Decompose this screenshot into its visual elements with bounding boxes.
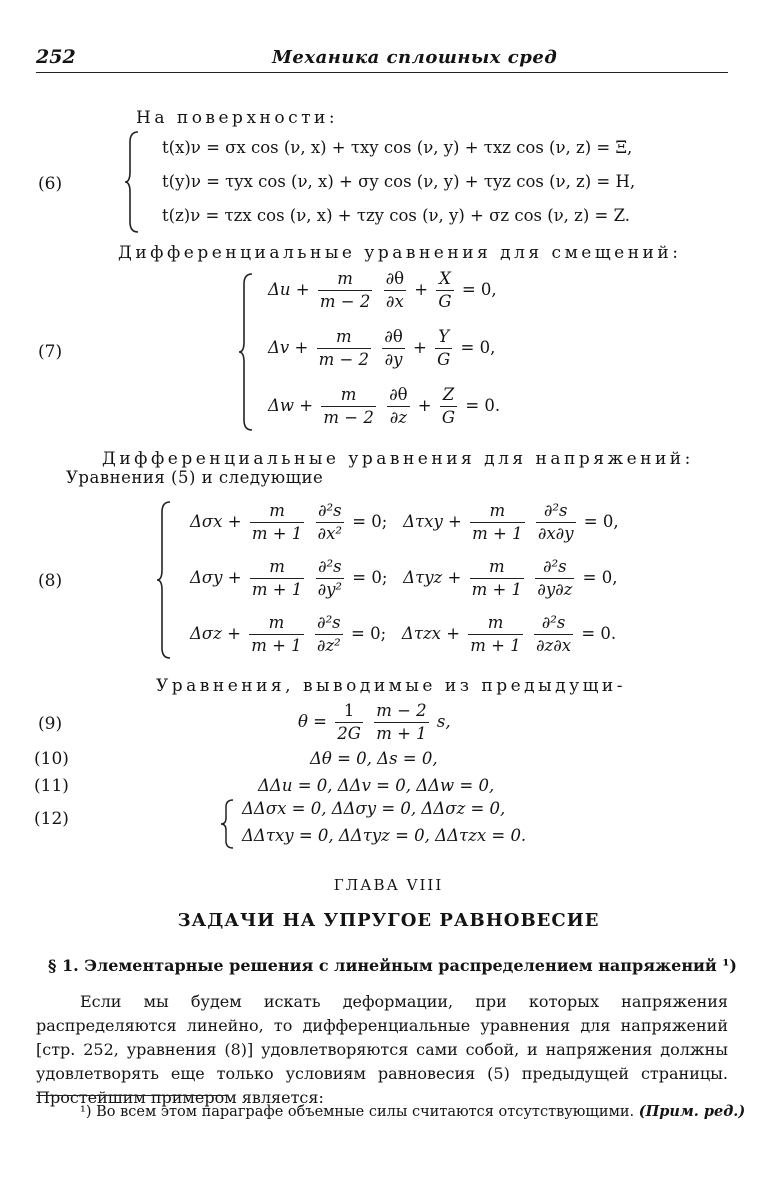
coef-fraction: $\frac{m}{m + 1}$ xyxy=(251,557,303,599)
coef-fraction: $\frac{m}{m + 1}$ xyxy=(470,613,521,655)
eq-number-8: (8) xyxy=(38,571,63,591)
brace-7 xyxy=(238,272,258,432)
deriv-fraction: $\frac{\text{∂²s}}{\text{∂z²}}$ xyxy=(316,613,341,655)
surface-heading: На поверхности: xyxy=(136,108,339,128)
brace-8 xyxy=(156,500,176,660)
displacement-eq-u: Δu + $\frac{m}{m - 2}$ $\frac{\partial\theta}{\partial x}$ + $\frac{X}{G}$ = 0, xyxy=(268,269,497,311)
eq-number-9: (9) xyxy=(38,714,63,734)
eq-9: θ = $\frac{1}{2G}$ $\frac{m - 2}{m + 1}$ s, xyxy=(298,701,451,743)
chapter-title: ЗАДАЧИ НА УПРУГОЕ РАВНОВЕСИЕ xyxy=(177,910,600,931)
derived-heading: Уравнения, выводимые из предыдущи- xyxy=(156,676,627,696)
force-fraction: $\frac{Z}{G}$ xyxy=(441,385,456,427)
deriv-fraction: $\frac{\text{∂²s}}{\text{∂x²}}$ xyxy=(317,501,342,543)
eq-11: ΔΔu = 0, ΔΔv = 0, ΔΔw = 0, xyxy=(258,776,495,795)
footnote-text: ¹) Во всем этом параграфе объемные силы считаются отсутствующими. xyxy=(80,1104,635,1120)
stress-eq-row-1: Δσx + $\frac{m}{m + 1}$ $\frac{\text{∂²s}}{\text{∂x²}}$ = 0; Δτxy + $\frac{m}{m + 1}$ $\frac{\text{∂²s}}{\partial x\partial y}$ = 0, xyxy=(190,501,619,543)
coef-fraction: $\frac{m}{m + 1}$ xyxy=(251,613,302,655)
force-fraction: $\frac{Y}{G}$ xyxy=(437,327,451,369)
coef-fraction: $\frac{m}{m + 1}$ xyxy=(472,501,523,543)
coef-fraction: $\frac{m}{m - 2}$ xyxy=(323,385,374,427)
deriv-fraction: $\frac{\text{∂²s}}{\partial z\partial x}$ xyxy=(536,613,572,655)
page-number: 252 xyxy=(36,46,76,68)
eq-number-7: (7) xyxy=(38,342,63,362)
section-title: § 1. Элементарные решения с линейным распределением напряжений ¹) xyxy=(48,956,737,975)
deriv-fraction: $\frac{\partial\theta}{\partial y}$ xyxy=(384,327,403,369)
footnote-editor-note: (Прим. ред.) xyxy=(638,1103,746,1120)
displacement-lhs: Δv xyxy=(268,338,290,357)
eq-number-6: (6) xyxy=(38,174,63,194)
eq-number-12: (12) xyxy=(34,809,69,829)
section-paragraph: Если мы будем искать деформации, при которых напряжения распределяются линейно, то дифференциальные уравнения для напряжений [стр. 252, уравнения (8)] удовлетворяются сами собой, и напряжения должны удовлетворять еще только условиям равновесия (5) предыдущей страницы. Простейшим примером является: xyxy=(36,992,728,1107)
deriv-fraction: $\frac{\partial\theta}{\partial x}$ xyxy=(385,269,405,311)
force-fraction: $\frac{X}{G}$ xyxy=(438,269,452,311)
displacement-lhs: Δw xyxy=(268,396,295,415)
deriv-fraction: $\frac{\text{∂²s}}{\text{∂y²}}$ xyxy=(317,557,343,599)
fraction-1-2G: $\frac{1}{2G}$ xyxy=(337,701,361,743)
deriv-fraction: $\frac{\partial\theta}{\partial z}$ xyxy=(389,385,408,427)
eq-10: Δθ = 0, Δs = 0, xyxy=(310,749,438,768)
deriv-fraction: $\frac{\text{∂²s}}{\partial x\partial y}$ xyxy=(537,501,574,543)
displacement-heading: Дифференциальные уравнения для смещений: xyxy=(118,243,682,263)
deriv-fraction: $\frac{\text{∂²s}}{\partial y\partial z}$ xyxy=(537,557,573,599)
coef-fraction: $\frac{m}{m - 2}$ xyxy=(319,269,371,311)
displacement-eq-v: Δv + $\frac{m}{m - 2}$ $\frac{\partial\theta}{\partial y}$ + $\frac{Y}{G}$ = 0, xyxy=(268,327,496,369)
brace-12 xyxy=(220,798,238,850)
stress-eq-row-2: Δσy + $\frac{m}{m + 1}$ $\frac{\text{∂²s}}{\text{∂y²}}$ = 0; Δτyz + $\frac{m}{m + 1}$ $\frac{\text{∂²s}}{\partial y\partial z}$ = 0, xyxy=(190,557,618,599)
coef-fraction: $\frac{m}{m + 1}$ xyxy=(471,557,523,599)
coef-fraction: $\frac{m}{m + 1}$ xyxy=(251,501,303,543)
brace-6 xyxy=(124,130,144,234)
stress-subheading: Уравнения (5) и следующие xyxy=(66,468,324,487)
chapter-label: ГЛАВА VIII xyxy=(333,876,444,894)
header-rule xyxy=(36,72,728,73)
fraction-m: $\frac{m - 2}{m + 1}$ xyxy=(376,701,427,743)
running-title: Механика сплошных сред xyxy=(272,47,558,68)
surface-eq-line-1: t(x)ν = σx cos (ν, x) + τxy cos (ν, y) + τxz cos (ν, z) = Ξ, xyxy=(162,138,633,157)
footnote xyxy=(80,1103,745,1120)
stress-eq-row-3: Δσz + $\frac{m}{m + 1}$ $\frac{\text{∂²s}}{\text{∂z²}}$ = 0; Δτzx + $\frac{m}{m + 1}$ $\frac{\text{∂²s}}{\partial z\partial x}$ = 0. xyxy=(190,613,617,655)
footnote-rule xyxy=(36,1095,226,1096)
stress-heading: Дифференциальные уравнения для напряжений: xyxy=(102,449,694,469)
eq-number-10: (10) xyxy=(34,749,69,769)
displacement-eq-w: Δw + $\frac{m}{m - 2}$ $\frac{\partial\theta}{\partial z}$ + $\frac{Z}{G}$ = 0. xyxy=(268,385,501,427)
eq-12-line-2: ΔΔτxy = 0, ΔΔτyz = 0, ΔΔτzx = 0. xyxy=(242,826,527,845)
eq-number-11: (11) xyxy=(34,776,69,796)
eq-12-line-1: ΔΔσx = 0, ΔΔσy = 0, ΔΔσz = 0, xyxy=(242,799,506,818)
surface-eq-line-3: t(z)ν = τzx cos (ν, x) + τzy cos (ν, y) + σz cos (ν, z) = Z. xyxy=(162,206,631,225)
coef-fraction: $\frac{m}{m - 2}$ xyxy=(318,327,370,369)
surface-eq-line-2: t(y)ν = τyx cos (ν, x) + σy cos (ν, y) + τyz cos (ν, z) = H, xyxy=(162,172,636,191)
displacement-lhs: Δu xyxy=(268,280,291,299)
